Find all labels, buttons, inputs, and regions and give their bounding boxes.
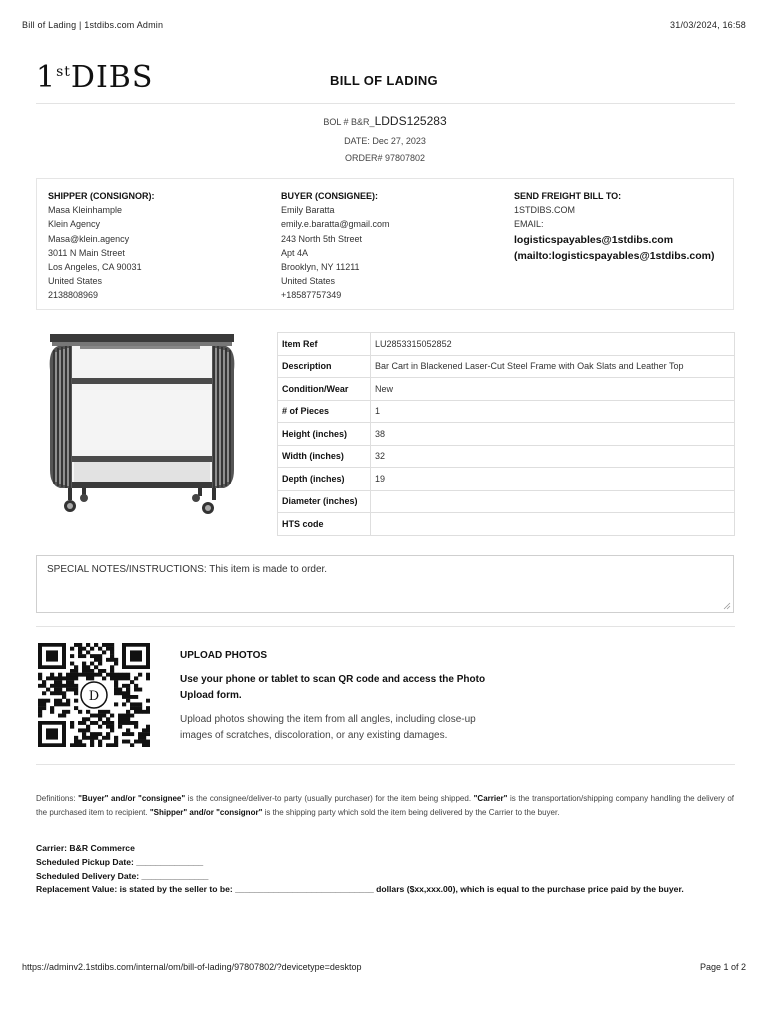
carrier-info xyxy=(36,842,734,897)
bol-value: LDDS125283 xyxy=(374,114,447,128)
table-row xyxy=(278,333,735,356)
upload-title: UPLOAD PHOTOS xyxy=(180,650,268,661)
freight-mailto-link[interactable]: (mailto:logisticspayables@1stdibs.com) xyxy=(514,249,715,262)
bar-cart-image xyxy=(44,330,240,520)
page-number: Page 1 of 2 xyxy=(699,962,746,972)
special-notes-textarea[interactable] xyxy=(36,555,734,613)
notes-divider xyxy=(36,626,735,627)
order-number: ORDER# 97807802 xyxy=(344,153,426,163)
upload-instruction: Use your phone or tablet to scan QR code and access the Photo Upload form. xyxy=(180,674,486,701)
svg-text:D: D xyxy=(88,689,100,704)
row-value: Bar Cart in Blackened Laser-Cut Steel Frame with Oak Slats and Leather Top xyxy=(371,355,735,378)
row-key: Description xyxy=(278,355,371,378)
buyer-line: United States xyxy=(281,276,336,287)
buyer-line: Emily Baratta xyxy=(281,205,335,216)
row-value: 32 xyxy=(371,445,735,468)
table-row xyxy=(278,400,735,423)
row-key: Height (inches) xyxy=(278,423,371,446)
upload-divider xyxy=(36,764,735,765)
shipper-line: 2138808969 xyxy=(48,290,99,301)
row-value: New xyxy=(371,378,735,401)
print-header-title: Bill of Lading | 1stdibs.com Admin xyxy=(22,20,164,30)
buyer-definition: is the consignee/deliver-to party (usually purchaser) for the item being shipped. xyxy=(185,794,474,803)
row-value: 1 xyxy=(371,400,735,423)
table-row xyxy=(278,513,735,536)
shipper-block xyxy=(48,189,155,303)
carrier-term: "Carrier" xyxy=(473,794,508,803)
item-details-table xyxy=(277,332,735,536)
buyer-heading: BUYER (CONSIGNEE): xyxy=(281,191,379,201)
row-key: HTS code xyxy=(278,513,371,536)
table-row xyxy=(278,423,735,446)
document-title: BILL OF LADING xyxy=(330,73,438,88)
buyer-line: Apt 4A xyxy=(281,247,309,258)
definitions-paragraph xyxy=(36,792,734,820)
row-key: # of Pieces xyxy=(278,400,371,423)
table-row xyxy=(278,378,735,401)
print-header-datetime: 31/03/2024, 16:58 xyxy=(670,20,746,30)
buyer-line: +18587757349 xyxy=(281,290,342,301)
freight-company: 1STDIBS.COM xyxy=(514,205,576,216)
row-key: Width (inches) xyxy=(278,445,371,468)
bol-number xyxy=(0,114,770,128)
table-row xyxy=(278,468,735,491)
delivery-date-line: Scheduled Delivery Date: ______________ xyxy=(36,870,209,881)
shipper-line: Masa@klein.agency xyxy=(48,233,130,244)
shipper-term: "Shipper" and/or "consignor" xyxy=(149,808,263,817)
freight-heading: SEND FREIGHT BILL TO: xyxy=(514,191,622,201)
shipper-definition: is the shipping party which sold the item being delivered by the Carrier to the buyer. xyxy=(262,808,560,817)
row-value: 19 xyxy=(371,468,735,491)
qr-code-icon[interactable] xyxy=(38,643,150,747)
definitions-prefix: Definitions: xyxy=(36,794,79,803)
buyer-line: Brooklyn, NY 11211 xyxy=(281,262,360,273)
shipper-line: Masa Kleinhample xyxy=(48,205,123,216)
shipper-line: United States xyxy=(48,276,103,287)
row-value xyxy=(371,513,735,536)
bol-date: DATE: Dec 27, 2023 xyxy=(344,136,426,146)
shipper-line: Klein Agency xyxy=(48,219,101,230)
shipper-line: Los Angeles, CA 90031 xyxy=(48,262,142,273)
row-key: Depth (inches) xyxy=(278,468,371,491)
upload-description: Upload photos showing the item from all angles, including close-up images of scratches, discoloration, or any existing damages. xyxy=(180,714,476,741)
replacement-value-line: Replacement Value: is stated by the seller to be: _____________________________ dollars ($xx,xxx.00), which is equal to the purchase price paid by the buyer. xyxy=(36,884,684,895)
row-value xyxy=(371,490,735,513)
freight-block xyxy=(514,189,714,264)
bol-label: BOL # B&R_ xyxy=(323,117,375,127)
row-value: 38 xyxy=(371,423,735,446)
carrier-line: Carrier: B&R Commerce xyxy=(36,843,135,853)
shipper-line: 3011 N Main Street xyxy=(48,247,125,258)
table-row xyxy=(278,490,735,513)
address-panel xyxy=(36,178,734,310)
row-key: Item Ref xyxy=(278,333,371,356)
table-row xyxy=(278,445,735,468)
row-key: Diameter (inches) xyxy=(278,490,371,513)
brand-logo: 1stDIBS xyxy=(36,60,154,95)
carrier-definition: is the transportation/shipping company handling the delivery of the purchased item to recipient. xyxy=(36,794,734,817)
buyer-block xyxy=(281,189,390,303)
buyer-line: emily.e.baratta@gmail.com xyxy=(281,219,390,230)
shipper-heading: SHIPPER (CONSIGNOR): xyxy=(48,191,155,201)
buyer-line: 243 North 5th Street xyxy=(281,233,363,244)
pickup-date-line: Scheduled Pickup Date: ______________ xyxy=(36,856,204,867)
freight-email-label: EMAIL: xyxy=(514,219,544,230)
table-row xyxy=(278,355,735,378)
resize-grip-icon[interactable] xyxy=(723,602,731,610)
header-divider xyxy=(36,103,735,104)
footer-url: https://adminv2.1stdibs.com/internal/om/bill-of-lading/97807802/?devicetype=desktop xyxy=(22,962,362,972)
row-value: LU2853315052852 xyxy=(371,333,735,356)
special-notes-text: SPECIAL NOTES/INSTRUCTIONS: This item is made to order. xyxy=(47,564,328,575)
buyer-term: "Buyer" and/or "consignee" xyxy=(78,794,186,803)
row-key: Condition/Wear xyxy=(278,378,371,401)
freight-email-link[interactable]: logisticspayables@1stdibs.com xyxy=(514,233,674,246)
